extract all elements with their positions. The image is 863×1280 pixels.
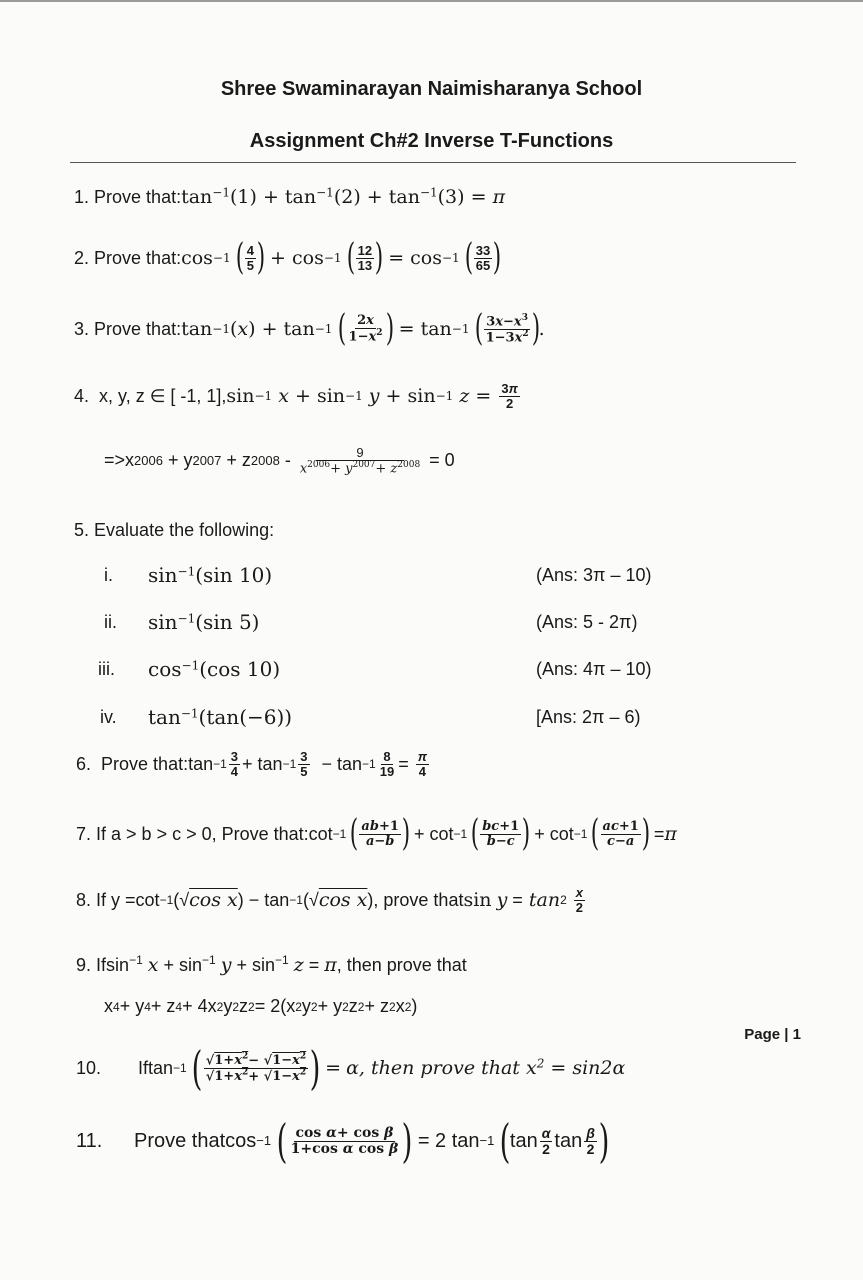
question-number: 11.	[76, 1129, 103, 1152]
question-lead: Evaluate the following:	[94, 520, 275, 540]
roman-numeral: i.	[104, 564, 113, 585]
q6-expression: tan −1 $\frac{3}{4}$ + tan −1 $\frac{3}{5}$ − tan −1 $\frac{8}{19}$ = $\frac{\pi}{4}$	[188, 749, 427, 779]
school-name: Shree Swaminarayan Naimisharanya School	[220, 78, 643, 100]
q1-expression: $\tan^{-1}(1) + \tan^{-1}(2) + \tan^{-1}(3) = \pi$	[181, 185, 506, 208]
q5-item-3	[98, 657, 280, 681]
q8-result: sin y = tan 2 $\frac{x}{2}$	[463, 885, 583, 915]
question-6	[76, 750, 431, 778]
question-number: 10.	[76, 1057, 102, 1078]
q9-identity: x 4 + y 4 + z 4 + 4x 2 y 2 z 2 = 2(x 2 y 2 + y 2 z 2 + z 2 x 2 )	[104, 996, 418, 1016]
question-mid: , prove that	[373, 889, 464, 910]
question-lead: If	[138, 1057, 149, 1078]
roman-numeral: ii.	[104, 611, 117, 632]
q5-item-4	[100, 705, 292, 729]
question-2	[74, 237, 502, 278]
question-number: 5.	[74, 520, 90, 540]
q2-expression: cos −1 ( $\frac{4}{5}$ ) + cos −1 ( $\frac{12}{13}$ ) = cos −1 ( $\frac{33}{65}$ )	[181, 237, 502, 278]
q5-answer-1: (Ans: 3π – 10)	[536, 565, 652, 585]
q5-item-2	[104, 610, 259, 634]
assignment-title: Assignment Ch#2 Inverse T-Functions	[249, 130, 614, 152]
question-lead: Prove that:	[101, 753, 189, 774]
roman-numeral: iv.	[100, 706, 117, 727]
q4-result-expression: x 2006 + y 2007 + z 2008 - $\frac{9}{x^{2006}+ y^{2007}+ z^{2008}}$ = 0	[125, 445, 455, 476]
q5-item-expression: $\tan^{-1}(\tan(-6))$	[148, 705, 293, 729]
question-number: 4.	[74, 385, 90, 406]
question-lead: x, y, z ∈ [ -1, 1],	[99, 385, 227, 406]
question-4-condition	[104, 446, 455, 476]
question-11	[76, 1114, 610, 1168]
question-lead: Prove that:	[94, 186, 182, 207]
q5-item-expression: $\sin^{-1}(\sin$ 5)	[148, 610, 260, 634]
question-7	[76, 813, 677, 854]
q5-answer-2: (Ans: 5 - 2π)	[536, 612, 638, 632]
question-number: 7.	[76, 823, 92, 844]
question-mid: , then prove that	[336, 954, 467, 975]
question-number: 3.	[74, 318, 90, 339]
question-number: 8.	[76, 889, 92, 910]
question-lead: If	[96, 954, 107, 975]
q3-expression: tan −1 ( x ) + tan −1 ( $\frac{2x}{1-x^2}$ ) = tan −1 ( $\frac{3x-x^3}{1-3x^2}$ ) .	[181, 308, 545, 349]
question-lead: Prove that	[134, 1129, 226, 1152]
header-divider	[70, 162, 796, 163]
q7-expression: cot −1 ( $\frac{ab+1}{a-b}$ ) + cot −1 ( $\frac{bc+1}{b-c}$ ) + cot −1 ( $\frac{ac+1}{c-a}$ ) = π	[308, 813, 677, 854]
question-tail: then prove that	[371, 1057, 520, 1079]
question-number: 6.	[76, 753, 92, 774]
q4-expression: sin −1 x + sin −1 y + sin −1 z = $\frac{3\pi}{2}$	[226, 381, 518, 411]
q5-item-expression: $\sin^{-1}(\sin$ 10)	[148, 563, 273, 587]
q5-answer-4: [Ans: 2π – 6)	[536, 707, 641, 727]
question-lead: If a > b > c > 0, Prove that:	[96, 823, 309, 844]
q10-expression: tan −1 ( $\frac{√1+x^2- √1-x^2}{√1+x^2+ √1-x^2}$ ) = α,	[148, 1041, 372, 1095]
question-lead: Prove that:	[94, 247, 182, 268]
q10-result: $x^2 = \sin 2\alpha$	[519, 1056, 626, 1079]
question-number: 2.	[74, 247, 90, 268]
question-1	[74, 186, 505, 208]
question-number: 9.	[76, 954, 92, 975]
question-lead: Prove that:	[94, 318, 182, 339]
question-lead: If y =	[96, 889, 136, 910]
q5-answer-3: (Ans: 4π – 10)	[536, 659, 652, 679]
q9-expression: $\sin^{-1} x + \sin^{-1} y + \sin^{-1} z = \pi$	[106, 952, 337, 976]
roman-numeral: iii.	[98, 658, 115, 679]
question-9	[76, 954, 467, 976]
question-number: 1.	[74, 186, 90, 207]
q5-item-expression: $\cos^{-1}(\cos$ 10)	[148, 657, 281, 681]
question-4	[74, 382, 522, 410]
page-number: Page | 1	[744, 1026, 801, 1043]
question-3	[74, 308, 545, 349]
q11-expression: cos −1 ( $\frac{\text{cos α+ cos β}}{\text{1+cos α cos β}}$ ) = 2 tan −1 ( tan $\frac{\alpha}{2}$ tan $\frac{\beta}{2}$ )	[225, 1114, 610, 1168]
question-8	[76, 886, 587, 914]
question-5	[74, 520, 274, 541]
q5-item-1	[104, 563, 272, 587]
q8-expression: cot −1 (√ cos x ) − tan −1 (√ cos x )	[135, 889, 374, 912]
question-10	[76, 1041, 626, 1095]
page-top-edge	[0, 0, 863, 2]
implies-arrow: =>	[104, 450, 126, 471]
